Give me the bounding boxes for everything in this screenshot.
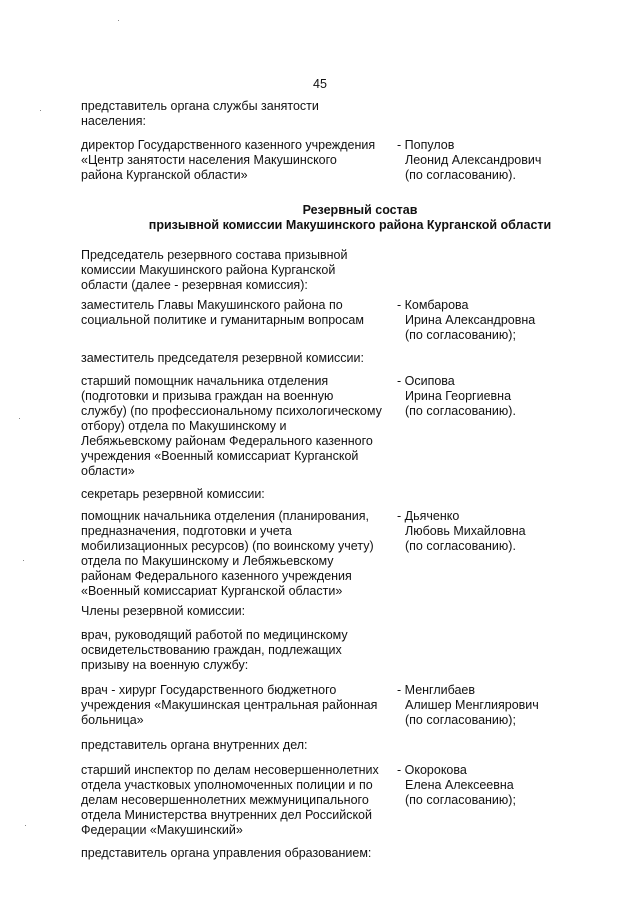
text-line: учреждения «Макушинская центральная районная: [81, 698, 378, 712]
text-line: населения:: [81, 114, 147, 128]
text-line: (по согласованию).: [405, 168, 516, 182]
scan-artifact: [118, 20, 119, 21]
text-line: заместитель председателя резервной комиссии:: [81, 351, 364, 365]
text-line: - Дьяченко: [397, 509, 460, 523]
text-line: (подготовки и призыва граждан на военную: [81, 389, 334, 403]
section-title: [0, 203, 640, 233]
scan-artifact: [19, 418, 20, 419]
text-line: предназначения, подготовки и учета: [81, 524, 292, 538]
text-line: Председатель резервного состава призывной: [81, 248, 348, 262]
position-text: [81, 628, 396, 673]
position-text: [81, 763, 396, 838]
title-line-2: призывной комиссии Макушинского района Курганской области: [148, 218, 552, 232]
text-line: (по согласованию);: [405, 713, 516, 727]
position-text: [81, 487, 396, 502]
text-line: старший инспектор по делам несовершеннолетних: [81, 763, 379, 777]
position-text: [81, 351, 396, 366]
title-line-1: Резервный состав: [302, 203, 418, 217]
text-line: (по согласованию);: [405, 793, 516, 807]
text-line: Алишер Менглиярович: [405, 698, 539, 712]
text-line: службу) (по профессиональному психологическому: [81, 404, 382, 418]
member-name: [397, 374, 557, 419]
text-line: - Популов: [397, 138, 455, 152]
text-line: Леонид Александрович: [405, 153, 542, 167]
text-line: (по согласованию).: [405, 539, 516, 553]
text-line: «Центр занятости населения Макушинского: [81, 153, 337, 167]
position-text: [81, 683, 396, 728]
text-line: Лебяжьевскому районам Федерального казенного: [81, 434, 373, 448]
text-line: учреждения «Военный комиссариат Курганской: [81, 449, 359, 463]
page-number: 45: [313, 77, 327, 91]
text-line: - Менглибаев: [397, 683, 476, 697]
text-line: директор Государственного казенного учреждения: [81, 138, 376, 152]
text-line: секретарь резервной комиссии:: [81, 487, 265, 501]
position-text: [81, 509, 396, 599]
text-line: - Осипова: [397, 374, 455, 388]
text-line: мобилизационных ресурсов) (по воинскому учету): [81, 539, 374, 553]
text-line: Любовь Михайловна: [405, 524, 526, 538]
scan-artifact: [40, 110, 41, 111]
text-line: - Окорокова: [397, 763, 467, 777]
text-line: заместитель Главы Макушинского района по: [81, 298, 343, 312]
member-name: [397, 683, 557, 728]
text-line: врач - хирург Государственного бюджетного: [81, 683, 337, 697]
text-line: Федерации «Макушинский»: [81, 823, 243, 837]
text-line: больница»: [81, 713, 144, 727]
text-line: области»: [81, 464, 135, 478]
position-text: [81, 298, 396, 328]
position-text: [81, 738, 396, 753]
position-text: [81, 604, 396, 619]
text-line: Ирина Георгиевна: [405, 389, 512, 403]
text-line: комиссии Макушинского района Курганской: [81, 263, 336, 277]
text-line: Члены резервной комиссии:: [81, 604, 246, 618]
text-line: - Комбарова: [397, 298, 469, 312]
position-text: [81, 374, 396, 479]
text-line: отдела по Макушинскому и Лебяжьевскому: [81, 554, 334, 568]
text-line: районам Федерального казенного учреждения: [81, 569, 352, 583]
position-text: [81, 99, 396, 129]
text-line: представитель органа службы занятости: [81, 99, 319, 113]
text-line: социальной политике и гуманитарным вопросам: [81, 313, 364, 327]
text-line: призыву на военную службу:: [81, 658, 249, 672]
scan-artifact: [25, 825, 26, 826]
position-text: [81, 138, 396, 183]
text-line: района Курганской области»: [81, 168, 248, 182]
text-line: отдела Министерства внутренних дел Российской: [81, 808, 372, 822]
text-line: делам несовершеннолетних межмуниципального: [81, 793, 369, 807]
text-line: врач, руководящий работой по медицинскому: [81, 628, 348, 642]
text-line: отбору) отдела по Макушинскому и: [81, 419, 287, 433]
text-line: (по согласованию).: [405, 404, 516, 418]
text-line: Елена Алексеевна: [405, 778, 514, 792]
scan-artifact: [23, 560, 24, 561]
text-line: представитель органа внутренних дел:: [81, 738, 308, 752]
member-name: [397, 298, 557, 343]
position-text: [81, 248, 396, 293]
position-text: [81, 846, 396, 861]
text-line: представитель органа управления образованием:: [81, 846, 372, 860]
text-line: помощник начальника отделения (планирования,: [81, 509, 370, 523]
text-line: Ирина Александровна: [405, 313, 536, 327]
text-line: области (далее - резервная комиссия):: [81, 278, 308, 292]
member-name: [397, 509, 557, 554]
text-line: отдела участковых уполномоченных полиции и по: [81, 778, 373, 792]
member-name: [397, 138, 557, 183]
text-line: «Военный комиссариат Курганской области»: [81, 584, 343, 598]
text-line: (по согласованию);: [405, 328, 516, 342]
text-line: освидетельствованию граждан, подлежащих: [81, 643, 342, 657]
member-name: [397, 763, 557, 808]
text-line: старший помощник начальника отделения: [81, 374, 329, 388]
